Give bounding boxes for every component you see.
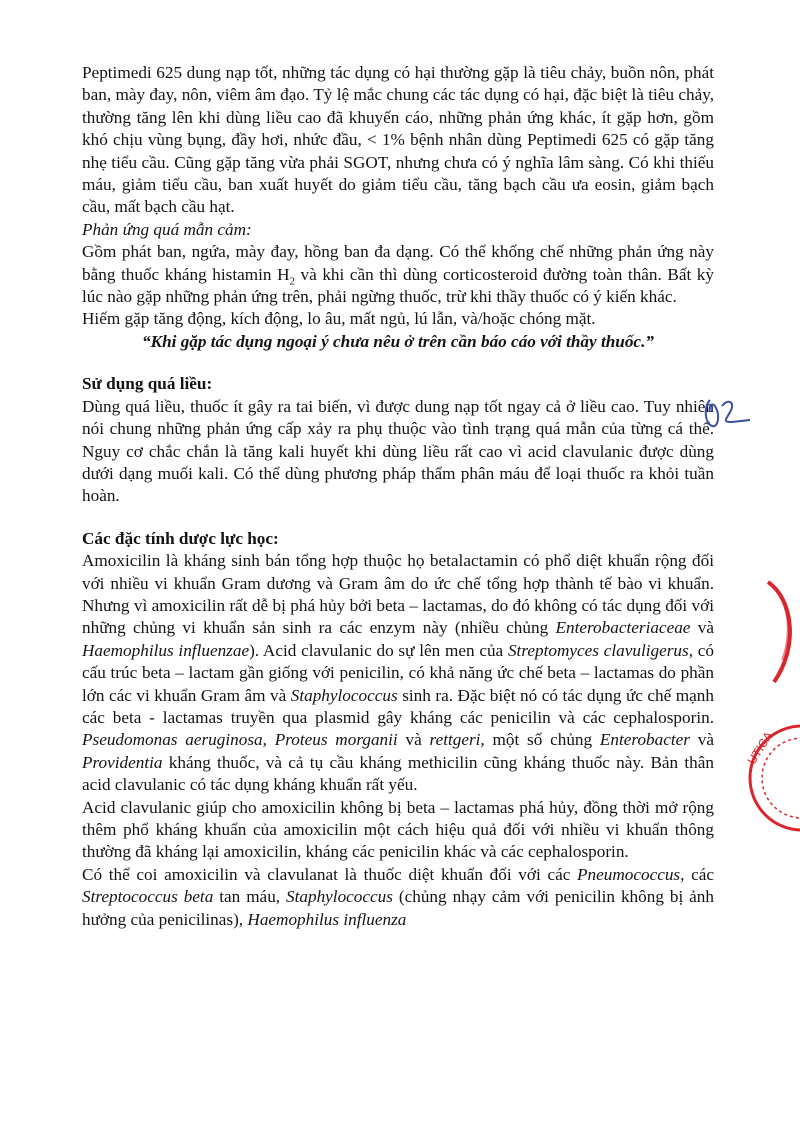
stamp-arc: [738, 578, 800, 688]
hypersensitivity-text-a: Gồm phát ban, ngứa, mày đay, hồng ban đa dạng. Có thể khống chế những phản ứng này bằng thuốc kháng histamin H: [82, 242, 714, 284]
pharmacodynamics-heading: Các đặc tính dược lực học:: [82, 528, 279, 548]
side-effects-paragraph: Peptimedi 625 dung nạp tốt, những tác dụng có hại thường gặp là tiêu chảy, buồn nôn, phát ban, mày đay, nôn, viêm âm đạo. Tỷ lệ mắc chung các tác dụng có hại, đặc biệt là tiêu chảy, thường tăng lên khi dùng liều cao đã khuyến cáo, những phản ứng khác, ít gặp hơn, gồm khó chịu vùng bụng, đầy hơi, nhức đầu, < 1% bệnh nhân dùng Peptimedi 625 có gặp tăng nhẹ tiểu cầu. Cũng gặp tăng vừa phải SGOT, nhưng chưa có ý nghĩa lâm sàng. Có khi thiếu máu, giảm tiểu cầu, ban xuất huyết do giảm tiểu cầu, tăng bạch cầu ưa eosin, giảm bạch cầu, mất bạch cầu hạt.: [82, 63, 714, 217]
pharmacodynamics-paragraph: [82, 550, 714, 796]
organism-name: Pseudomonas aeruginosa, Proteus morganii: [82, 730, 398, 750]
organism-name: Pneumococcus,: [577, 864, 685, 884]
text-run: kháng thuốc, và cả tụ cầu kháng methicilin cũng kháng thuốc này. Bản thân acid clavulanic có tác dụng kháng khuẩn rất yếu.: [82, 752, 714, 795]
clavulanic-paragraph: Acid clavulanic giúp cho amoxicilin không bị beta – lactamas phá hủy, đồng thời mở rộng thêm phổ kháng khuẩn của amoxicilin một cách hiệu quả đối với nhiều vi khuẩn thông thường đã kháng lại amoxicilin, kháng các penicilin khác và các cephalosporin.: [82, 797, 714, 862]
text-run: và: [689, 730, 714, 750]
text-run: và: [397, 730, 430, 750]
organism-name: Streptococcus beta: [82, 887, 214, 907]
seal-text: UTICA: [744, 729, 776, 767]
hypersensitivity-text-b: và khi cần thì dùng corticosteroid đường toàn thân. Bất kỳ lúc nào gặp những phản ứng trên, phải ngừng thuốc, trừ khi thầy thuốc có ý kiến khác.: [82, 264, 714, 307]
hypersensitivity-heading: Phản ứng quá mẫn cảm:: [82, 219, 252, 239]
text-run: sinh ra. Đặc biệt nó có tác dụng ức chế mạnh các beta - lactamas truyền qua plasmid gây kháng các penicilin và các cephalosporin.: [82, 685, 714, 727]
organism-name: Staphylococcus: [286, 887, 393, 907]
overdose-heading: Sử dụng quá liều:: [82, 374, 213, 394]
overdose-paragraph: Dùng quá liều, thuốc ít gây ra tai biến, vì được dung nạp tốt ngay cả ở liều cao. Tuy nhiên nói chung những phản ứng cấp xảy ra phụ thuộc vào tình trạng quá mẫn của từng cá thể. Nguy cơ chắc chắn là tăng kali huyết khi dùng liều rất cao vì acid clavulanic được dùng dưới dạng muối kali. Có thể dùng phương pháp thẩm phân máu để loại thuốc ra khỏi tuần hoàn.: [82, 396, 714, 506]
text-run: một số chủng: [484, 730, 600, 750]
text-run: và: [690, 618, 714, 638]
document-page: [82, 62, 714, 931]
organism-name: Providentia: [82, 752, 163, 772]
signature-mark: [700, 392, 754, 436]
text-run: Amoxicilin là kháng sinh bán tổng hợp thuộc họ betalactamin có phổ diệt khuẩn rộng đối với nhiều vi khuẩn Gram dương và Gram âm do ức chế tổng hợp thành tế bào vi khuẩn. Nhưng vì amoxicilin rất dễ bị phá hủy bởi beta – lactamas, do đó không có tác dụng đối với những chủng vi khuẩn sản sinh ra các enzym này (nhiều chủng: [82, 551, 714, 638]
rare-effects-paragraph: Hiếm gặp tăng động, kích động, lo âu, mất ngủ, lú lẫn, và/hoặc chóng mặt.: [82, 309, 596, 329]
spectrum-paragraph: [82, 864, 714, 931]
organism-name: rettgeri,: [429, 730, 485, 750]
organism-name: Haemophilus influenzae: [82, 640, 250, 660]
text-run: (chủng nhạy cảm với penicilin không bị ảnh hưởng của penicilinas),: [82, 887, 714, 929]
text-run: các: [684, 864, 714, 884]
report-notice-quote: “Khi gặp tác dụng ngoại ý chưa nêu ở trên cần báo cáo với thầy thuốc.”: [142, 331, 654, 351]
hypersensitivity-paragraph: [82, 241, 714, 308]
company-seal: [716, 722, 800, 834]
text-run: tan máu,: [213, 887, 287, 907]
text-run: ). Acid clavulanic do sự lên men của: [249, 640, 508, 660]
organism-name: Haemophilus influenza: [247, 909, 407, 929]
text-run: Có thể coi amoxicilin và clavulanat là thuốc diệt khuẩn đối với các: [82, 864, 578, 884]
organism-name: Streptomyces clavuligerus: [507, 640, 689, 660]
organism-name: Enterobacter: [599, 730, 690, 750]
organism-name: Staphylococcus: [290, 685, 398, 705]
text-run: , có cấu trúc beta – lactam gần giống với penicilin, có khả năng ức chế beta – lactamas do phần lớn các vi khuẩn Gram âm và: [82, 640, 714, 705]
organism-name: Enterobacteriaceae: [555, 618, 691, 638]
h2-subscript: 2: [289, 275, 295, 288]
